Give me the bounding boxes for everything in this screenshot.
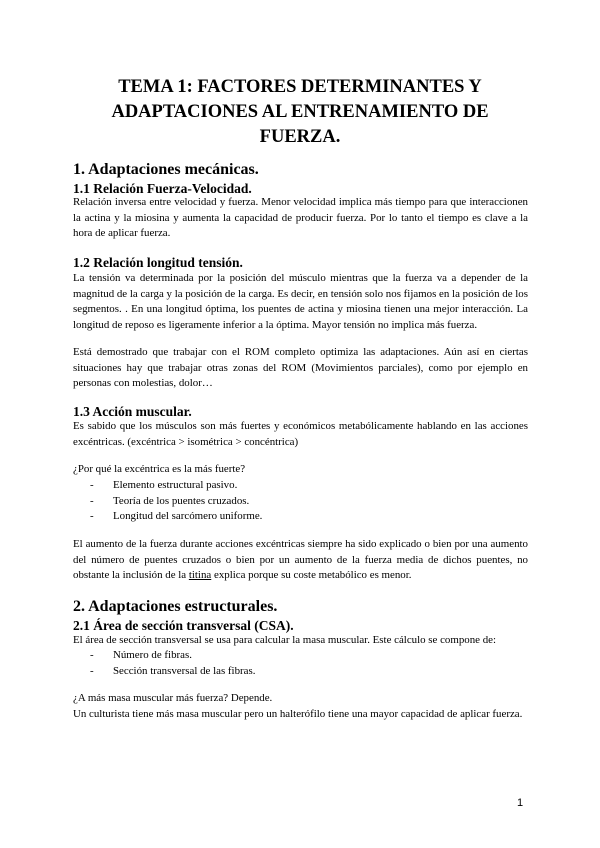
bullet-dash: -	[90, 664, 94, 677]
section-1-2-paragraph-2: Está demostrado que trabajar con el ROM completo optimiza las adaptaciones. Aún así en ciertas situaciones hay que trabajar otras zonas del ROM (Movimientos parciales), como por ejemplo en personas con molestias, dolor…	[73, 346, 528, 390]
list-item	[73, 478, 262, 494]
titina-underlined-term: titina	[188, 569, 212, 582]
section-1-3-question: ¿Por qué la excéntrica es la más fuerte?	[73, 463, 246, 475]
section-1-3-paragraph-1: Es sabido que los músculos son más fuertes y económicos metabólicamente hablando en las acciones excéntricas. (excéntrica > isométrica > concéntrica)	[73, 420, 528, 448]
list-item	[73, 494, 262, 510]
section-1-3-paragraph-3	[73, 537, 528, 584]
section-1-3-list	[73, 478, 262, 525]
section-1-heading: 1. Adaptaciones mecánicas.	[73, 161, 259, 178]
section-2-1-paragraph-1: El área de sección transversal se usa para calcular la masa muscular. Este cálculo se compone de:	[73, 634, 497, 646]
bullet-dash: -	[90, 649, 94, 661]
page-number: 1	[517, 797, 524, 809]
document-title: TEMA 1: FACTORES DETERMINANTES Y ADAPTACIONES AL ENTRENAMIENTO DE FUERZA.	[111, 77, 489, 147]
list-item	[73, 664, 255, 680]
list-item	[73, 509, 262, 525]
section-1-3-heading: 1.3 Acción muscular.	[73, 404, 192, 419]
list-item-text: Teoría de los puentes cruzados.	[113, 494, 250, 507]
section-2-1-paragraph-2: Un culturista tiene más masa muscular pero un halterófilo tiene una mayor capacidad de aplicar fuerza.	[73, 708, 523, 720]
section-2-1-heading: 2.1 Área de sección transversal (CSA).	[73, 618, 294, 633]
section-1-2-heading: 1.2 Relación longitud tensión.	[73, 255, 243, 270]
section-1-1-heading: 1.1 Relación Fuerza-Velocidad.	[73, 181, 252, 196]
bullet-dash: -	[90, 494, 94, 507]
list-item-text: Longitud del sarcómero uniforme.	[113, 510, 263, 523]
section-1-2-paragraph-1: La tensión va determinada por la posición del músculo mientras que la fuerza va a depender de la magnitud de la carga y la posición de la carga. Es decir, en tensión solo nos fijamos en la posición de los segmentos. . En una longitud óptima, los puentes de actina y miosina tienen una mejor interacción. La longitud de reposo es ligeramente inferior a la óptima. Mayor tensión no implica más fuerza.	[73, 272, 528, 331]
section-2-1-question: ¿A más masa muscular más fuerza? Depende.	[73, 692, 273, 704]
list-item-text: Sección transversal de las fibras.	[113, 664, 256, 677]
section-1-1-paragraph: Relación inversa entre velocidad y fuerza. Menor velocidad implica más tiempo para que interaccionen la actina y la miosina y aumenta la capacidad de producir fuerza. Por lo tanto el tiempo es clave a la hora de aplicar fuerza.	[73, 196, 528, 240]
list-item	[73, 648, 255, 664]
section-2-heading: 2. Adaptaciones estructurales.	[73, 598, 278, 615]
list-item-text: Número de fibras.	[113, 649, 192, 661]
paragraph-text: explica porque su coste metabólico es menor.	[213, 569, 412, 582]
list-item-text: Elemento estructural pasivo.	[113, 479, 238, 491]
paragraph-text: El aumento de la fuerza durante acciones excéntricas siempre ha sido explicado o bien por una aumento del número de puentes cruzados o bien por un aumento de la fuerza media de dichos puentes, no obstante la inclusión de la	[73, 538, 528, 582]
bullet-dash: -	[90, 479, 94, 491]
bullet-dash: -	[90, 510, 94, 523]
section-2-1-list	[73, 648, 255, 679]
